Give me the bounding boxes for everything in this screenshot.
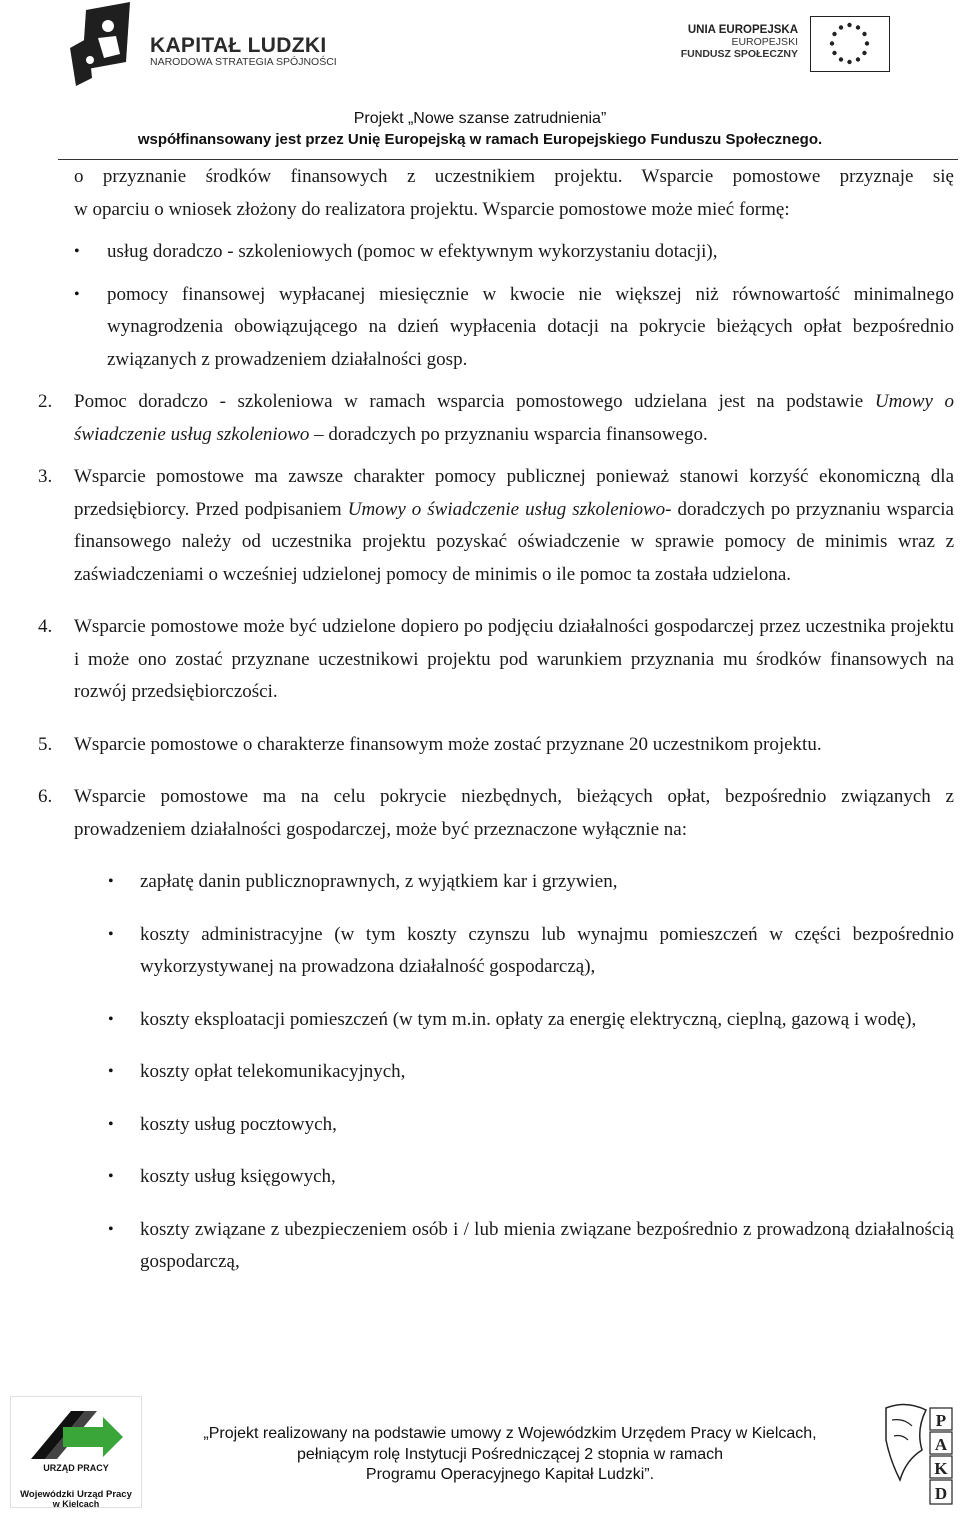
list-item: • pomocy finansowej wypłacanej miesięcznie w kwocie nie większej niż równowartość minimalnego wynagrodzenia obowiązującego na dzień wypłacenia dotacji na pokrycie bieżących opłat bezpośrednio związanych z prowadzeniem działalności gosp. [74,279,954,377]
list-item: • koszty usług pocztowych, [74,1109,954,1142]
agreement-title: Umowy o świadczenie usług szkoleniowo [74,391,954,445]
footer-line2: pełniącym rolę Instytucji Pośredniczącej 2 stopnia w ramach [297,1445,723,1463]
paragraph-number: 5. [38,733,53,755]
paragraph-text: Pomoc doradczo - szkoleniowa w ramach wsparcia pomostowego udzielana jest na podstawie [74,391,864,412]
pakd-letter: P [935,1411,947,1430]
eu-text-block [666,24,798,60]
pakd-face-icon [876,1400,956,1510]
paragraph-text: z zaświadczeniami o wcześniej udzielonej pomocy de minimis o ile pomoc ta została udzielona. [74,531,955,585]
paragraph-2 [38,386,954,451]
footer-line1: „Projekt realizowany na podstawie umowy z Wojewódzkim Urzędem Pracy w Kielcach, [203,1425,817,1442]
list-item: • koszty związane z ubezpieczeniem osób i / lub mienia związane bezpośrednio z prowadzoną działalnością gospodarczą, [74,1214,954,1279]
wup-arrow-icon [11,1397,141,1467]
project-name: Projekt „Nowe szanse zatrudnienia” [353,110,607,127]
paragraph-5 [38,729,954,762]
intro-line2: w oparciu o wniosek złożony do realizatora projektu. Wsparcie pomostowe może mieć formę: [74,198,790,220]
eu-line2: EUROPEJSKI [731,36,798,48]
paragraph-text: Wsparcie pomostowe ma zawsze charakter pomocy publicznej ponieważ stanowi korzyść ekonomiczną dla przedsiębiorcy. Przed podpisaniem [74,466,954,520]
page-header [0,0,960,162]
paragraph-number: 4. [38,616,53,637]
eu-line3: FUNDUSZ SPOŁECZNY [680,48,798,60]
wup-label-1: URZĄD PRACY [43,1463,109,1473]
paragraph-text: Wsparcie pomostowe o charakterze finansowym może zostać przyznane 20 uczestnikom projektu. [74,733,822,755]
pakd-letter: D [934,1484,948,1503]
paragraph-text: doradczych po przyznaniu wsparcia finansowego należy od uczestnika projektu pozyskać oświadczenie w sprawie pomocy de minimis wraz [74,498,954,552]
list-item: • koszty usług księgowych, [74,1161,954,1194]
eu-flag-icon [810,16,890,72]
pakd-logo [876,1400,956,1510]
list-item: • zapłatę danin publicznoprawnych, z wyjątkiem kar i grzywien, [74,866,954,899]
intro-line1: o przyznanie środków finansowych z uczestnikiem projektu. Wsparcie pomostowe przyznaje się [74,166,954,187]
paragraph-number: 6. [38,786,53,807]
support-forms-list [74,236,954,376]
footer-note [150,1424,870,1486]
eligible-costs-list [74,866,954,1279]
header-divider [58,159,958,160]
paragraph-6 [38,781,954,846]
pakd-letter: A [934,1435,948,1454]
list-item: • koszty administracyjne (w tym koszty czynszu lub wynajmu pomieszczeń w części bezpośrednio wykorzystywanej na prowadzona działalność gospodarczą), [74,919,954,984]
paragraph-4 [38,611,954,709]
paragraph-number: 3. [38,466,53,487]
wup-label-2: Wojewódzki Urząd Pracy [20,1489,132,1500]
agreement-title: Umowy o świadczenie usług szkoleniowo- [347,498,672,520]
kapital-ludzki-subtitle: NARODOWA STRATEGIA SPÓJNOŚCI [150,56,337,68]
list-item: • usług doradczo - szkoleniowych (pomoc w efektywnym wykorzystaniu dotacji), [74,236,954,269]
paragraph-text: Wsparcie pomostowe może być udzielone dopiero po podjęciu działalności gospodarczej przez uczestnika projektu i może ono zostać przyznane uczestnikowi projektu pod warunkiem przyznania mu środków finansowych na rozwój przedsiębiorczości. [74,616,954,702]
list-item: • koszty opłat telekomunikacyjnych, [74,1056,954,1089]
project-cofinancing: współfinansowany jest przez Unię Europejską w ramach Europejskiego Funduszu Społecznego. [137,131,823,148]
wup-kielce-logo [10,1396,142,1508]
paragraph-text: – doradczych po przyznaniu wsparcia finansowego. [309,423,708,445]
paragraph-text: Wsparcie pomostowe ma na celu pokrycie niezbędnych, bieżących opłat, bezpośrednio związanych z prowadzeniem działalności gospodarczej, może być przeznaczone wyłącznie na: [74,786,954,840]
list-item: • koszty eksploatacji pomieszczeń (w tym m.in. opłaty za energię elektryczną, cieplną, gazową i wodę), [74,1004,954,1037]
footer-line3: Programu Operacyjnego Kapitał Ludzki”. [365,1466,655,1483]
document-body [38,161,955,1279]
eu-line1: UNIA EUROPEJSKA [687,24,798,36]
pakd-letter: K [934,1459,948,1478]
paragraph-3 [38,461,955,591]
kapital-ludzki-emblem-icon [68,2,148,90]
kapital-ludzki-title: KAPITAŁ LUDZKI [150,34,327,57]
wup-label-3: w Kielcach [52,1499,100,1509]
paragraph-number: 2. [38,391,53,412]
